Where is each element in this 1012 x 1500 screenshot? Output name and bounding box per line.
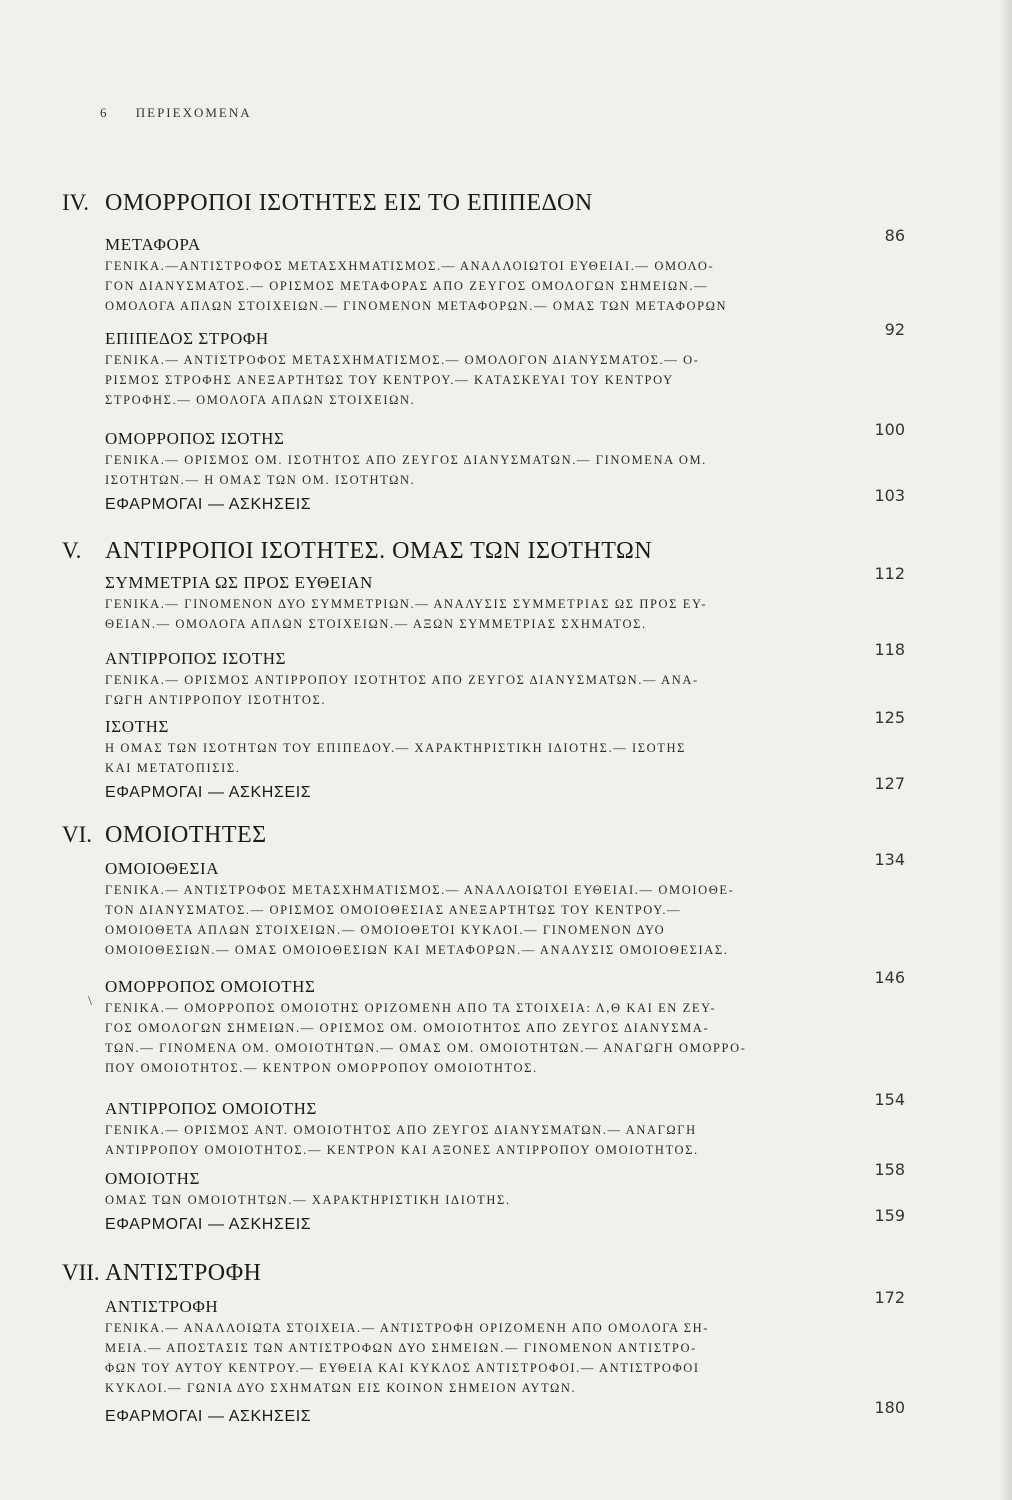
- entry-line: ΚΥΚΛΟΙ.— ΓΩΝΙΑ ΔΥΟ ΣΧΗΜΑΤΩΝ ΕΙΣ ΚΟΙΝΟΝ ΣΗΜΕΙΟΝ ΑΥΤΩΝ.: [105, 1381, 577, 1395]
- entry-title: ΙΣΟΤΗΣ: [105, 717, 169, 736]
- entry-title: ΕΦΑΡΜΟΓΑΙ — ΑΣΚΗΣΕΙΣ: [105, 1216, 312, 1233]
- entry-line: ΙΣΟΤΗΤΩΝ.— Η ΟΜΑΣ ΤΩΝ ΟΜ. ΙΣΟΤΗΤΩΝ.: [105, 473, 416, 487]
- entry-title: ΑΝΤΙΣΤΡΟΦΗ: [105, 1297, 219, 1316]
- entry-line: ΦΩΝ ΤΟΥ ΑΥΤΟΥ ΚΕΝΤΡΟΥ.— ΕΥΘΕΙΑ ΚΑΙ ΚΥΚΛΟΣ ΑΝΤΙΣΤΡΟΦΟΙ.— ΑΝΤΙΣΤΡΟΦΟΙ: [105, 1361, 700, 1375]
- chapter-number: V.: [62, 538, 82, 563]
- entry-page-number: 158: [874, 1160, 905, 1179]
- entry-title: ΕΦΑΡΜΟΓΑΙ — ΑΣΚΗΣΕΙΣ: [105, 496, 312, 513]
- entry-title: ΟΜΟΡΡΟΠΟΣ ΟΜΟΙΟΤΗΣ: [105, 977, 316, 996]
- entry-line: ΓΟΣ ΟΜΟΛΟΓΩΝ ΣΗΜΕΙΩΝ.— ΟΡΙΣΜΟΣ ΟΜ. ΟΜΟΙΟΤΗΤΟΣ ΑΠΟ ΖΕΥΓΟΣ ΔΙΑΝΥΣΜΑ-: [105, 1021, 710, 1035]
- page-edge-shadow: [998, 0, 1012, 1500]
- entry-description: [105, 880, 845, 960]
- entry-title: ΑΝΤΙΡΡΟΠΟΣ ΟΜΟΙΟΤΗΣ: [105, 1099, 318, 1118]
- entry-line: ΡΙΣΜΟΣ ΣΤΡΟΦΗΣ ΑΝΕΞΑΡΤΗΤΩΣ ΤΟΥ ΚΕΝΤΡΟΥ.— ΚΑΤΑΣΚΕΥΑΙ ΤΟΥ ΚΕΝΤΡΟΥ: [105, 373, 674, 387]
- entry-page-number: 118: [874, 640, 905, 659]
- entry-page-number: 100: [874, 420, 905, 439]
- entry-title: ΑΝΤΙΡΡΟΠΟΣ ΙΣΟΤΗΣ: [105, 649, 287, 668]
- entry-line: ΘΕΙΑΝ.— ΟΜΟΛΟΓΑ ΑΠΛΩΝ ΣΤΟΙΧΕΙΩΝ.— ΑΞΩΝ ΣΥΜΜΕΤΡΙΑΣ ΣΧΗΜΑΤΟΣ.: [105, 617, 647, 631]
- entry-description: [105, 670, 845, 710]
- chapter-title: ΑΝΤΙΡΡΟΠΟΙ ΙΣΟΤΗΤΕΣ. ΟΜΑΣ ΤΩΝ ΙΣΟΤΗΤΩΝ: [105, 538, 653, 564]
- header-page-number: 6: [100, 105, 109, 120]
- entry-line: ΤΟΝ ΔΙΑΝΥΣΜΑΤΟΣ.— ΟΡΙΣΜΟΣ ΟΜΟΙΟΘΕΣΙΑΣ ΑΝΕΞΑΡΤΗΤΩΣ ΤΟΥ ΚΕΝΤΡΟΥ.—: [105, 903, 682, 917]
- entry-page-number: 172: [874, 1288, 905, 1307]
- entry-description: [105, 1190, 845, 1210]
- entry-page-number: 103: [874, 486, 905, 505]
- header-title: ΠΕΡΙΕΧΟΜΕΝΑ: [135, 105, 252, 120]
- entry-line: ΜΕΙΑ.— ΑΠΟΣΤΑΣΙΣ ΤΩΝ ΑΝΤΙΣΤΡΟΦΩΝ ΔΥΟ ΣΗΜΕΙΩΝ.— ΓΙΝΟΜΕΝΟΝ ΑΝΤΙΣΤΡΟ-: [105, 1341, 697, 1355]
- toc-entry: [105, 968, 905, 1078]
- entry-line: ΓΕΝΙΚΑ.— ΟΡΙΣΜΟΣ ΟΜ. ΙΣΟΤΗΤΟΣ ΑΠΟ ΖΕΥΓΟΣ ΔΙΑΝΥΣΜΑΤΩΝ.— ΓΙΝΟΜΕΝΑ ΟΜ.: [105, 453, 707, 467]
- stray-mark: \: [88, 994, 92, 1009]
- toc-entry: [105, 850, 905, 960]
- entry-description: [105, 256, 845, 316]
- entry-page-number: 154: [874, 1090, 905, 1109]
- toc-entry: [105, 320, 905, 410]
- entry-line: ΓΕΝΙΚΑ.— ΑΝΑΛΛΟΙΩΤΑ ΣΤΟΙΧΕΙΑ.— ΑΝΤΙΣΤΡΟΦΗ ΟΡΙΖΟΜΕΝΗ ΑΠΟ ΟΜΟΛΟΓΑ ΣΗ-: [105, 1321, 710, 1335]
- entry-line: ΓΕΝΙΚΑ.— ΑΝΤΙΣΤΡΟΦΟΣ ΜΕΤΑΣΧΗΜΑΤΙΣΜΟΣ.— ΑΝΑΛΛΟΙΩΤΟΙ ΕΥΘΕΙΑΙ.— ΟΜΟΙΟΘΕ-: [105, 883, 735, 897]
- entry-line: ΓΕΝΙΚΑ.— ΓΙΝΟΜΕΝΟΝ ΔΥΟ ΣΥΜΜΕΤΡΙΩΝ.— ΑΝΑΛΥΣΙΣ ΣΥΜΜΕΤΡΙΑΣ ΩΣ ΠΡΟΣ ΕΥ-: [105, 597, 708, 611]
- entry-page-number: 127: [874, 774, 905, 793]
- entry-page-number: 92: [884, 320, 905, 339]
- entry-line: ΟΜΟΙΟΘΕΤΑ ΑΠΛΩΝ ΣΤΟΙΧΕΙΩΝ.— ΟΜΟΙΟΘΕΤΟΙ ΚΥΚΛΟΙ.— ΓΙΝΟΜΕΝΟΝ ΔΥΟ: [105, 923, 666, 937]
- toc-entry: [105, 1206, 905, 1236]
- toc-entry: [105, 640, 905, 710]
- entry-line: ΟΜΟΛΟΓΑ ΑΠΛΩΝ ΣΤΟΙΧΕΙΩΝ.— ΓΙΝΟΜΕΝΟΝ ΜΕΤΑΦΟΡΩΝ.— ΟΜΑΣ ΤΩΝ ΜΕΤΑΦΟΡΩΝ: [105, 299, 728, 313]
- entry-line: ΚΑΙ ΜΕΤΑΤΟΠΙΣΙΣ.: [105, 761, 241, 775]
- toc-entry: [105, 1090, 905, 1160]
- entry-description: [105, 1318, 845, 1398]
- entry-description: [105, 450, 845, 490]
- chapter-title: ΟΜΟΡΡΟΠΟΙ ΙΣΟΤΗΤΕΣ ΕΙΣ ΤΟ ΕΠΙΠΕΔΟΝ: [105, 190, 593, 216]
- entry-description: [105, 594, 845, 634]
- chapter-number: VII.: [62, 1260, 100, 1285]
- entry-line: ΟΜΑΣ ΤΩΝ ΟΜΟΙΟΤΗΤΩΝ.— ΧΑΡΑΚΤΗΡΙΣΤΙΚΗ ΙΔΙΟΤΗΣ.: [105, 1193, 511, 1207]
- chapter-number: VI.: [62, 822, 93, 847]
- toc-entry: [105, 564, 905, 634]
- entry-line: ΓΕΝΙΚΑ.— ΟΜΟΡΡΟΠΟΣ ΟΜΟΙΟΤΗΣ ΟΡΙΖΟΜΕΝΗ ΑΠΟ ΤΑ ΣΤΟΙΧΕΙΑ: Λ,Θ ΚΑΙ ΕΝ ΖΕΥ-: [105, 1001, 717, 1015]
- entry-line: ΣΤΡΟΦΗΣ.— ΟΜΟΛΟΓΑ ΑΠΛΩΝ ΣΤΟΙΧΕΙΩΝ.: [105, 393, 416, 407]
- toc-entry: [105, 1288, 905, 1398]
- toc-entry: [105, 486, 905, 516]
- entry-line: ΑΝΤΙΡΡΟΠΟΥ ΟΜΟΙΟΤΗΤΟΣ.— ΚΕΝΤΡΟΝ ΚΑΙ ΑΞΟΝΕΣ ΑΝΤΙΡΡΟΠΟΥ ΟΜΟΙΟΤΗΤΟΣ.: [105, 1143, 699, 1157]
- entry-title: ΕΦΑΡΜΟΓΑΙ — ΑΣΚΗΣΕΙΣ: [105, 1408, 312, 1425]
- entry-line: ΓΕΝΙΚΑ.— ΟΡΙΣΜΟΣ ΑΝΤΙΡΡΟΠΟΥ ΙΣΟΤΗΤΟΣ ΑΠΟ ΖΕΥΓΟΣ ΔΙΑΝΥΣΜΑΤΩΝ.— ΑΝΑ-: [105, 673, 699, 687]
- running-header: [100, 105, 252, 121]
- chapter-title: ΟΜΟΙΟΤΗΤΕΣ: [105, 822, 267, 848]
- chapter-number: IV.: [62, 190, 90, 215]
- toc-entry: [105, 708, 905, 778]
- entry-line: ΓΕΝΙΚΑ.— ΟΡΙΣΜΟΣ ΑΝΤ. ΟΜΟΙΟΤΗΤΟΣ ΑΠΟ ΖΕΥΓΟΣ ΔΙΑΝΥΣΜΑΤΩΝ.— ΑΝΑΓΩΓΗ: [105, 1123, 697, 1137]
- entry-page-number: 86: [884, 226, 905, 245]
- entry-line: ΓΩΓΗ ΑΝΤΙΡΡΟΠΟΥ ΙΣΟΤΗΤΟΣ.: [105, 693, 327, 707]
- entry-title: ΟΜΟΙΟΤΗΣ: [105, 1169, 200, 1188]
- entry-title: ΣΥΜΜΕΤΡΙΑ ΩΣ ΠΡΟΣ ΕΥΘΕΙΑΝ: [105, 573, 373, 592]
- entry-title: ΕΦΑΡΜΟΓΑΙ — ΑΣΚΗΣΕΙΣ: [105, 784, 312, 801]
- toc-entry: [105, 1160, 905, 1210]
- toc-entry: [105, 774, 905, 804]
- entry-description: [105, 1120, 845, 1160]
- entry-page-number: 180: [874, 1398, 905, 1417]
- entry-title: ΜΕΤΑΦΟΡΑ: [105, 235, 201, 254]
- entry-line: ΠΟΥ ΟΜΟΙΟΤΗΤΟΣ.— ΚΕΝΤΡΟΝ ΟΜΟΡΡΟΠΟΥ ΟΜΟΙΟΤΗΤΟΣ.: [105, 1061, 538, 1075]
- entry-page-number: 125: [874, 708, 905, 727]
- toc-entry: [105, 226, 905, 316]
- entry-title: ΕΠΙΠΕΔΟΣ ΣΤΡΟΦΗ: [105, 329, 269, 348]
- entry-page-number: 134: [874, 850, 905, 869]
- entry-description: [105, 738, 845, 778]
- toc-entry: [105, 1398, 905, 1428]
- entry-page-number: 159: [874, 1206, 905, 1225]
- entry-line: ΓΕΝΙΚΑ.— ΑΝΤΙΣΤΡΟΦΟΣ ΜΕΤΑΣΧΗΜΑΤΙΣΜΟΣ.— ΟΜΟΛΟΓΟΝ ΔΙΑΝΥΣΜΑΤΟΣ.— Ο-: [105, 353, 700, 367]
- entry-description: [105, 998, 845, 1078]
- entry-description: [105, 350, 845, 410]
- toc-entry: [105, 420, 905, 490]
- entry-line: ΤΩΝ.— ΓΙΝΟΜΕΝΑ ΟΜ. ΟΜΟΙΟΤΗΤΩΝ.— ΟΜΑΣ ΟΜ. ΟΜΟΙΟΤΗΤΩΝ.— ΑΝΑΓΩΓΗ ΟΜΟΡΡΟ-: [105, 1041, 747, 1055]
- entry-line: ΟΜΟΙΟΘΕΣΙΩΝ.— ΟΜΑΣ ΟΜΟΙΟΘΕΣΙΩΝ ΚΑΙ ΜΕΤΑΦΟΡΩΝ.— ΑΝΑΛΥΣΙΣ ΟΜΟΙΟΘΕΣΙΑΣ.: [105, 943, 729, 957]
- entry-line: Η ΟΜΑΣ ΤΩΝ ΙΣΟΤΗΤΩΝ ΤΟΥ ΕΠΙΠΕΔΟΥ.— ΧΑΡΑΚΤΗΡΙΣΤΙΚΗ ΙΔΙΟΤΗΣ.— ΙΣΟΤΗΣ: [105, 741, 687, 755]
- entry-title: ΟΜΟΡΡΟΠΟΣ ΙΣΟΤΗΣ: [105, 429, 285, 448]
- entry-page-number: 146: [874, 968, 905, 987]
- entry-line: ΓΟΝ ΔΙΑΝΥΣΜΑΤΟΣ.— ΟΡΙΣΜΟΣ ΜΕΤΑΦΟΡΑΣ ΑΠΟ ΖΕΥΓΟΣ ΟΜΟΛΟΓΩΝ ΣΗΜΕΙΩΝ.—: [105, 279, 709, 293]
- entry-title: ΟΜΟΙΟΘΕΣΙΑ: [105, 859, 220, 878]
- entry-line: ΓΕΝΙΚΑ.—ΑΝΤΙΣΤΡΟΦΟΣ ΜΕΤΑΣΧΗΜΑΤΙΣΜΟΣ.— ΑΝΑΛΛΟΙΩΤΟΙ ΕΥΘΕΙΑΙ.— ΟΜΟΛΟ-: [105, 259, 715, 273]
- entry-page-number: 112: [874, 564, 905, 583]
- chapter-title: ΑΝΤΙΣΤΡΟΦΗ: [105, 1260, 262, 1286]
